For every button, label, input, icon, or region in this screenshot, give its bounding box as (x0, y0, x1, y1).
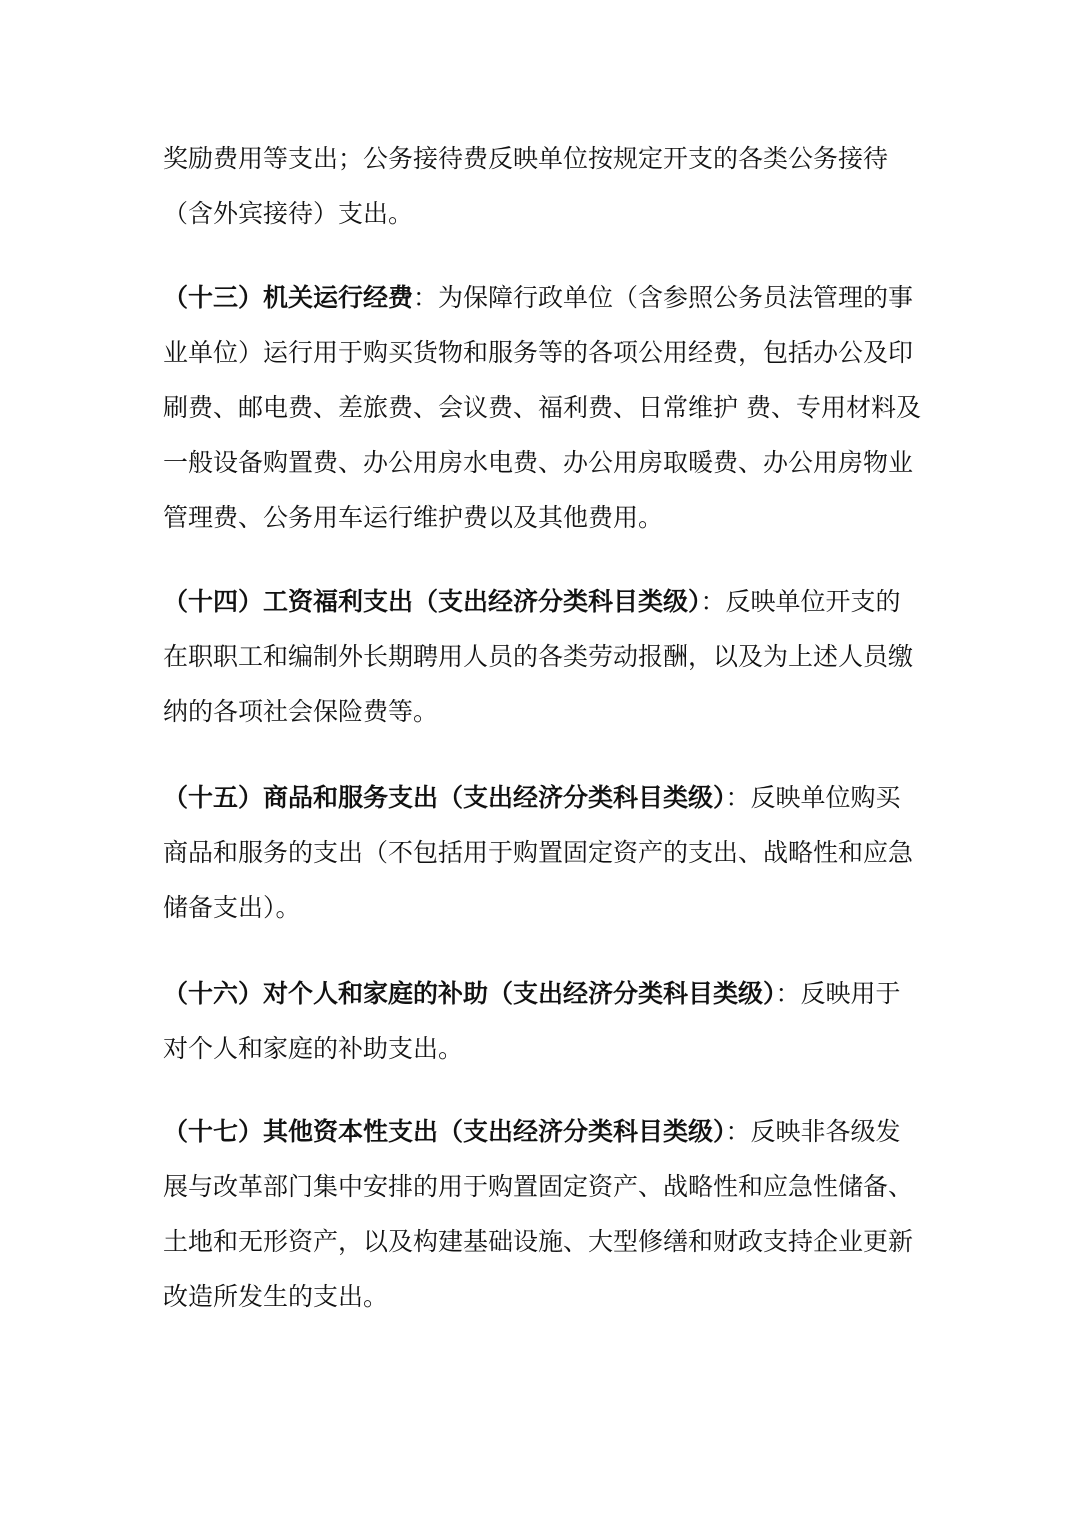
text-line: 商品和服务的支出（不包括用于购置固定资产的支出、战略性和应急 (163, 838, 914, 867)
text-line: 管理费、公务用车运行维护费以及其他费用。 (163, 503, 664, 532)
heading-rest-text: ：反映单位开支的 (700, 587, 901, 616)
paragraph-15 (163, 770, 914, 935)
text-line: 纳的各项社会保险费等。 (163, 697, 439, 726)
text-line: 刷费、邮电费、差旅费、会议费、福利费、日常维护 费、专用材料及 (163, 393, 921, 422)
text-line: 展与改革部门集中安排的用于购置固定资产、战略性和应急性储备、 (163, 1172, 914, 1201)
text-line: 一般设备购置费、办公用房水电费、办公用房取暖费、办公用房物业 (163, 448, 914, 477)
text-line (163, 770, 911, 825)
section-heading: （十六）对个人和家庭的补助（支出经济分类科目类级） (163, 979, 776, 1008)
text-line: 土地和无形资产，以及构建基础设施、大型修缮和财政支持企业更新 (163, 1227, 914, 1256)
heading-rest-text: ：反映单位购买 (725, 783, 901, 812)
section-heading: （十三）机关运行经费 (163, 283, 414, 312)
text-line: 对个人和家庭的补助支出。 (163, 1034, 464, 1063)
paragraph-16 (163, 966, 911, 1076)
heading-rest-text: ：为保障行政单位（含参照公务员法管理的事 (413, 283, 914, 312)
text-line: 储备支出）。 (163, 893, 301, 922)
text-line: （含外宾接待）支出。 (163, 199, 414, 228)
paragraph-17 (163, 1104, 914, 1324)
heading-rest-text: ：反映用于 (775, 979, 901, 1008)
section-heading: （十四）工资福利支出（支出经济分类科目类级） (163, 587, 701, 616)
heading-rest-text: ：反映非各级发 (725, 1117, 901, 1146)
text-line: 奖励费用等支出；公务接待费反映单位按规定开支的各类公务接待 (163, 144, 889, 173)
paragraph-14 (163, 574, 914, 739)
text-line (163, 270, 914, 325)
text-line (163, 966, 911, 1021)
section-heading: （十七）其他资本性支出（支出经济分类科目类级） (163, 1117, 726, 1146)
text-line: 改造所发生的支出。 (163, 1282, 389, 1311)
text-line: 在职职工和编制外长期聘用人员的各类劳动报酬，以及为上述人员缴 (163, 642, 914, 671)
paragraph-13 (163, 270, 921, 545)
text-line (163, 1104, 911, 1159)
section-heading: （十五）商品和服务支出（支出经济分类科目类级） (163, 783, 726, 812)
text-line: 业单位）运行用于购买货物和服务等的各项公用经费，包括办公及印 (163, 338, 914, 367)
text-line (163, 574, 911, 629)
paragraph-continuation (163, 131, 911, 241)
